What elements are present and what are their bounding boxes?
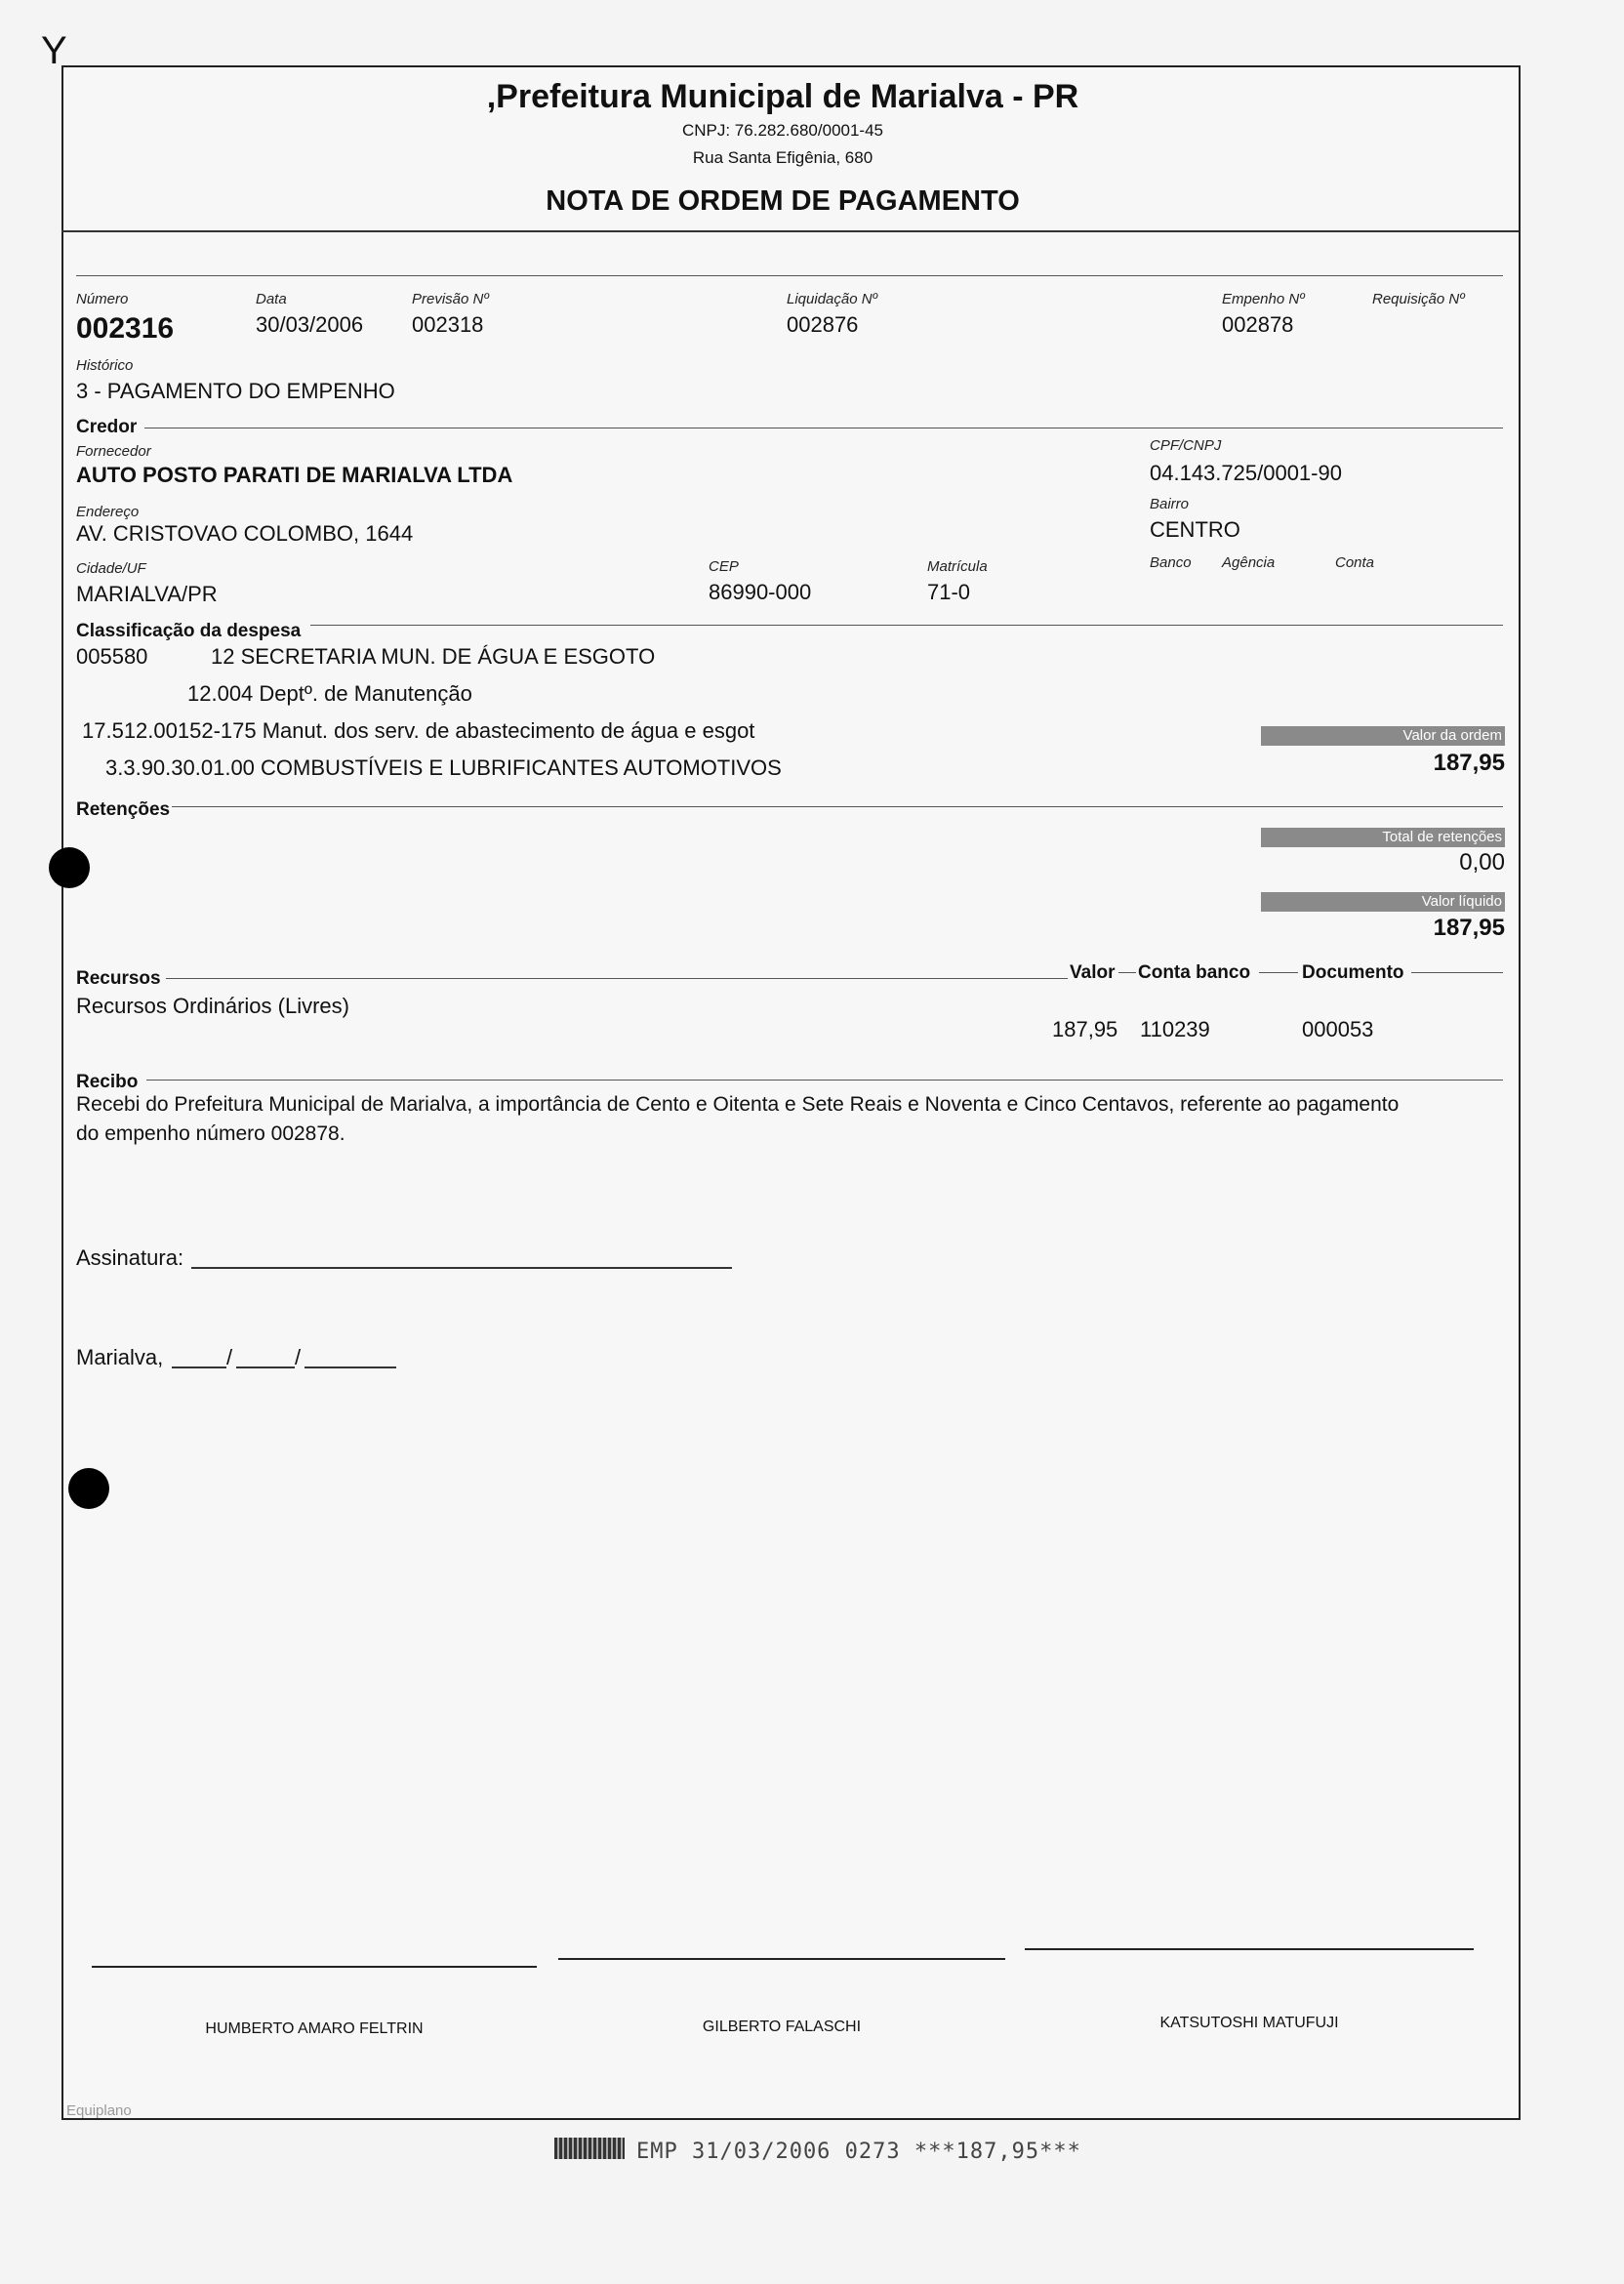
signature-line-3 bbox=[1025, 1948, 1474, 1950]
document-title: NOTA DE ORDEM DE PAGAMENTO bbox=[546, 185, 1020, 217]
total-retencoes-bar: Total de retenções bbox=[1261, 828, 1505, 847]
classificacao-funcional: 17.512.00152-175 Manut. dos serv. de abastecimento de água e esgot bbox=[82, 718, 755, 743]
brand-label: Equiplano bbox=[66, 2102, 132, 2119]
endereco-label: Endereço bbox=[76, 504, 140, 520]
recibo-heading: Recibo bbox=[76, 1072, 139, 1092]
punch-hole-top bbox=[49, 847, 90, 888]
recursos-divider-3 bbox=[1259, 972, 1298, 973]
matricula-label: Matrícula bbox=[927, 558, 988, 575]
numero-value: 002316 bbox=[76, 312, 175, 345]
agencia-label: Agência bbox=[1222, 554, 1276, 571]
previsao-label: Previsão Nº bbox=[412, 291, 489, 307]
signature-line-2 bbox=[558, 1958, 1005, 1960]
date-month-line[interactable] bbox=[236, 1366, 295, 1368]
numero-label: Número bbox=[76, 291, 129, 307]
margin-mark: Y bbox=[41, 29, 67, 72]
data-value: 30/03/2006 bbox=[256, 312, 364, 337]
cpf-label: CPF/CNPJ bbox=[1150, 437, 1222, 454]
recibo-line-2: do empenho número 002878. bbox=[76, 1122, 345, 1145]
punch-hole-bottom bbox=[68, 1468, 109, 1509]
empenho-value: 002878 bbox=[1222, 312, 1294, 337]
cpf-value: 04.143.725/0001-90 bbox=[1150, 461, 1342, 485]
recursos-documento-label: Documento bbox=[1302, 962, 1404, 983]
recursos-divider-2 bbox=[1118, 972, 1136, 973]
classificacao-elemento: 3.3.90.30.01.00 COMBUSTÍVEIS E LUBRIFICANTES AUTOMOTIVOS bbox=[105, 755, 782, 780]
cep-value: 86990-000 bbox=[709, 580, 812, 604]
classificacao-divider bbox=[310, 625, 1503, 626]
retencoes-heading: Retenções bbox=[76, 799, 171, 820]
recibo-divider bbox=[146, 1080, 1503, 1081]
classificacao-unidade: 12.004 Deptº. de Manutenção bbox=[187, 681, 472, 706]
date-year-line[interactable] bbox=[304, 1366, 396, 1368]
signatory-1: HUMBERTO AMARO FELTRIN bbox=[205, 2020, 424, 2037]
recursos-divider-4 bbox=[1411, 972, 1503, 973]
classificacao-code: 005580 bbox=[76, 644, 148, 669]
banco-label: Banco bbox=[1150, 554, 1192, 571]
signatory-3: KATSUTOSHI MATUFUJI bbox=[1159, 2015, 1339, 2031]
signature-line-1 bbox=[92, 1966, 537, 1968]
bairro-label: Bairro bbox=[1150, 496, 1190, 512]
recursos-documento: 000053 bbox=[1302, 1017, 1374, 1041]
recibo-line-1: Recebi do Prefeitura Municipal de Marialva, a importância de Cento e Oitenta e Sete Reais e Noventa e Cinco Centavos, referente ao pagamento bbox=[76, 1093, 1400, 1116]
valor-liquido-value: 187,95 bbox=[1433, 915, 1505, 941]
cidade-label: Cidade/UF bbox=[76, 560, 146, 577]
data-label: Data bbox=[256, 291, 287, 307]
endereco-value: AV. CRISTOVAO COLOMBO, 1644 bbox=[76, 521, 414, 546]
local-label: Marialva, bbox=[76, 1345, 164, 1369]
header-divider bbox=[61, 230, 1519, 232]
liquidacao-value: 002876 bbox=[787, 312, 859, 337]
cidade-value: MARIALVA/PR bbox=[76, 582, 218, 606]
valor-ordem-bar: Valor da ordem bbox=[1261, 726, 1505, 746]
classificacao-heading: Classificação da despesa bbox=[76, 621, 302, 641]
retencoes-divider bbox=[172, 806, 1503, 807]
recursos-descricao: Recursos Ordinários (Livres) bbox=[76, 994, 349, 1018]
total-retencoes-value: 0,00 bbox=[1459, 849, 1505, 876]
assinatura-line[interactable] bbox=[191, 1267, 732, 1269]
bairro-value: CENTRO bbox=[1150, 517, 1240, 542]
previsao-value: 002318 bbox=[412, 312, 484, 337]
matricula-value: 71-0 bbox=[927, 580, 971, 604]
historico-value: 3 - PAGAMENTO DO EMPENHO bbox=[76, 379, 395, 403]
date-sep-2: / bbox=[295, 1345, 302, 1369]
historico-label: Histórico bbox=[76, 357, 134, 374]
recursos-heading: Recursos bbox=[76, 968, 161, 989]
recursos-conta-label: Conta banco bbox=[1138, 962, 1251, 983]
credor-heading: Credor bbox=[76, 417, 138, 437]
cep-label: CEP bbox=[709, 558, 739, 575]
date-sep-1: / bbox=[226, 1345, 233, 1369]
requisicao-label: Requisição Nº bbox=[1372, 291, 1465, 307]
recursos-divider bbox=[166, 978, 1068, 979]
conta-label: Conta bbox=[1335, 554, 1375, 571]
recursos-conta: 110239 bbox=[1140, 1017, 1210, 1041]
stamp-block bbox=[554, 2138, 625, 2159]
recursos-valor-label: Valor bbox=[1070, 962, 1116, 983]
recursos-valor: 187,95 bbox=[1052, 1017, 1118, 1041]
assinatura-label: Assinatura: bbox=[76, 1245, 184, 1270]
header-address: Rua Santa Efigênia, 680 bbox=[692, 148, 873, 167]
page-title: ,Prefeitura Municipal de Marialva - PR bbox=[486, 78, 1079, 115]
footer-stamp: EMP 31/03/2006 0273 ***187,95*** bbox=[636, 2140, 1081, 2164]
valor-liquido-bar: Valor líquido bbox=[1261, 892, 1505, 912]
fornecedor-label: Fornecedor bbox=[76, 443, 151, 460]
ident-divider bbox=[76, 275, 1503, 276]
fornecedor-value: AUTO POSTO PARATI DE MARIALVA LTDA bbox=[76, 463, 513, 487]
date-day-line[interactable] bbox=[172, 1366, 226, 1368]
classificacao-orgao: 12 SECRETARIA MUN. DE ÁGUA E ESGOTO bbox=[211, 644, 656, 669]
signatory-2: GILBERTO FALASCHI bbox=[702, 2019, 862, 2035]
valor-ordem-value: 187,95 bbox=[1433, 750, 1505, 776]
liquidacao-label: Liquidação Nº bbox=[787, 291, 878, 307]
header-cnpj: CNPJ: 76.282.680/0001-45 bbox=[681, 121, 884, 140]
empenho-label: Empenho Nº bbox=[1222, 291, 1305, 307]
